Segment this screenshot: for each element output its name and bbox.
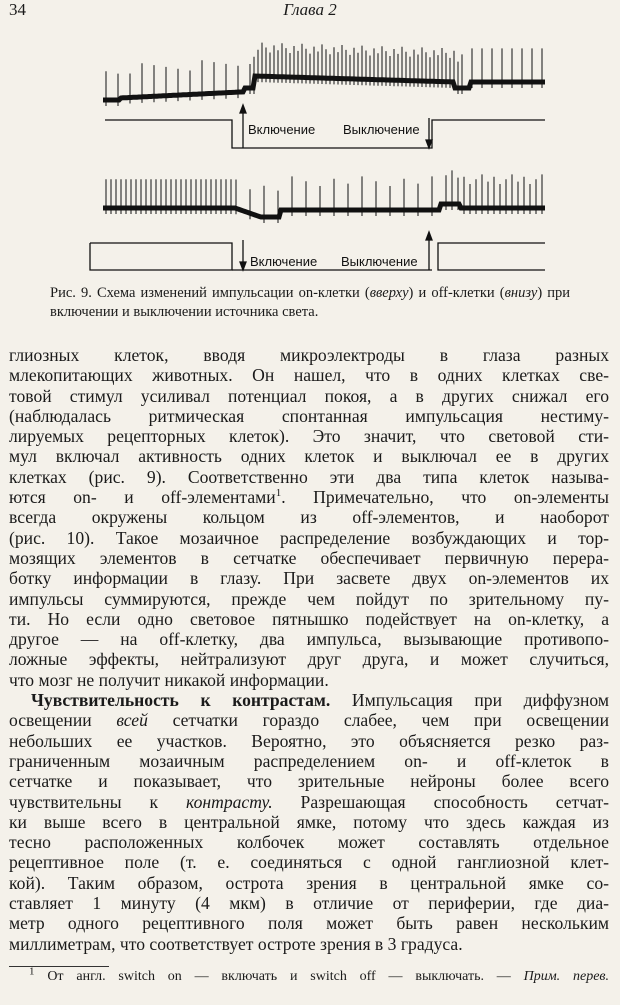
text-line: импульсы суммируются, прежде чем пойдут по зрительному пу- (9, 588, 609, 609)
caption-top-word: вверху (369, 285, 409, 301)
figure-9 (0, 30, 620, 278)
text-segment: Разрешающая способность сетчат- (272, 791, 609, 812)
text-line: ти. Но если одно световое пятнышко подействует на on-клетку, а (9, 608, 609, 629)
text-line: мозящих элементов в сетчатке обеспечивает первичную перера- (9, 547, 609, 568)
emphasis: всей (116, 710, 148, 731)
text-line: лируемых рецепторных клеток). Это значит, что световой сти- (9, 426, 609, 447)
footnote-reference: 1 (275, 487, 282, 500)
text-segment: . Примечательно, что on-элементы (281, 487, 609, 508)
caption-prefix: Рис. 9. Схема изменений импульсации on-клетки ( (50, 285, 370, 301)
body-text (9, 345, 609, 954)
text-segment: ются on- и off-элементами (9, 487, 276, 508)
emphasis: контрасту. (186, 791, 273, 812)
footnote (9, 965, 609, 986)
text-line: мул включал активность одних клеток и выключал ее в других (9, 446, 609, 467)
text-line: ставляет 1 минуту (4 мкм) в отличие от периферии, где диа- (9, 893, 609, 914)
text-segment: чувствительны к (9, 791, 187, 812)
bottom-off-label: Выключение (341, 254, 418, 269)
text-line: другое — на off-клетку, два импульса, вызывающие противопо- (9, 629, 609, 650)
page-header (0, 0, 620, 26)
text-line: рецептивное поле (т. е. соединяться с одной ганглиозной клет- (9, 852, 609, 873)
text-line (9, 710, 609, 730)
top-spike-trace (103, 43, 545, 106)
text-line: метр одного рецептивного поля может быть равен нескольким (9, 913, 609, 934)
caption-suffix: ) при включении и выключении источника света. (50, 285, 571, 320)
figure-caption (50, 284, 570, 322)
text-line: млекопитающих животных. Он нашел, что в одних клетках све- (9, 365, 609, 386)
text-line: миллиметрам, что соответствует остроте зрения в 3 градуса. (9, 933, 463, 954)
section-heading: Чувствительность к контрастам. (31, 690, 331, 711)
text-line: (наблюдалась ритмическая спонтанная импульсация нестиму- (9, 405, 609, 426)
footnote-body: От англ. switch on — включать и switch off — выключать. — (34, 969, 524, 984)
text-line: ки выше всего в центральной ямке, потому что здесь каждая из (9, 811, 609, 832)
text-line: товой стимул усиливал потенциал покоя, а в других снижал его (9, 385, 609, 406)
text-segment: Импульсация при диффузном (330, 690, 609, 711)
page-number: 34 (9, 0, 26, 19)
text-line: небольших ее участков. Вероятно, это объясняется резко раз- (9, 730, 609, 751)
baseline-potential (103, 76, 545, 100)
caption-bottom-word: внизу (504, 285, 538, 301)
footnote-marker: 1 (29, 965, 35, 978)
text-line (9, 690, 609, 710)
text-line: кой). Таким образом, острота зрения в центральной ямке со- (9, 872, 609, 893)
top-on-label: Включение (248, 122, 316, 137)
text-line: ложные эффекты, нейтрализуют друг друга, и может случиться, (9, 649, 609, 670)
footnote-italic: Прим. перев. (523, 969, 609, 984)
text-line: что мозг не получит никакой информации. (9, 669, 329, 690)
bottom-on-label: Включение (250, 254, 318, 269)
running-head: Глава 2 (283, 0, 337, 19)
text-line: граниченным мозаичным распределением on- и off-клеток в (9, 750, 609, 771)
baseline-potential (103, 204, 545, 217)
text-line: сетчатке и показывает, что зрительные нейроны более всего (9, 771, 609, 792)
bottom-spike-trace (103, 170, 545, 223)
text-segment: освещении (9, 710, 117, 731)
text-line (9, 792, 609, 812)
text-line: ботку информации в глазу. При засвете двух on-элементов их (9, 568, 609, 589)
caption-middle: ) и off-клетки ( (408, 285, 505, 301)
footnote-text (9, 965, 609, 986)
top-stimulus-marker (105, 105, 545, 148)
text-line (9, 487, 609, 507)
footnote-divider (9, 966, 109, 967)
text-line: тесно расположенных колбочек может составлять отдельное (9, 832, 609, 853)
bottom-stimulus-marker (90, 232, 545, 270)
text-segment: сетчатки гораздо слабее, чем при освещении (147, 710, 609, 731)
text-line: клетках (рис. 9). Соответственно эти два типа клеток называ- (9, 466, 609, 487)
text-line: (рис. 10). Такое мозаичное распределение возбуждающих и тор- (9, 527, 609, 548)
top-off-label: Выключение (343, 122, 420, 137)
text-line: глиозных клеток, вводя микроэлектроды в глаза разных (9, 345, 609, 365)
text-line: всегда окружены кольцом из off-элементов, и наоборот (9, 507, 609, 528)
